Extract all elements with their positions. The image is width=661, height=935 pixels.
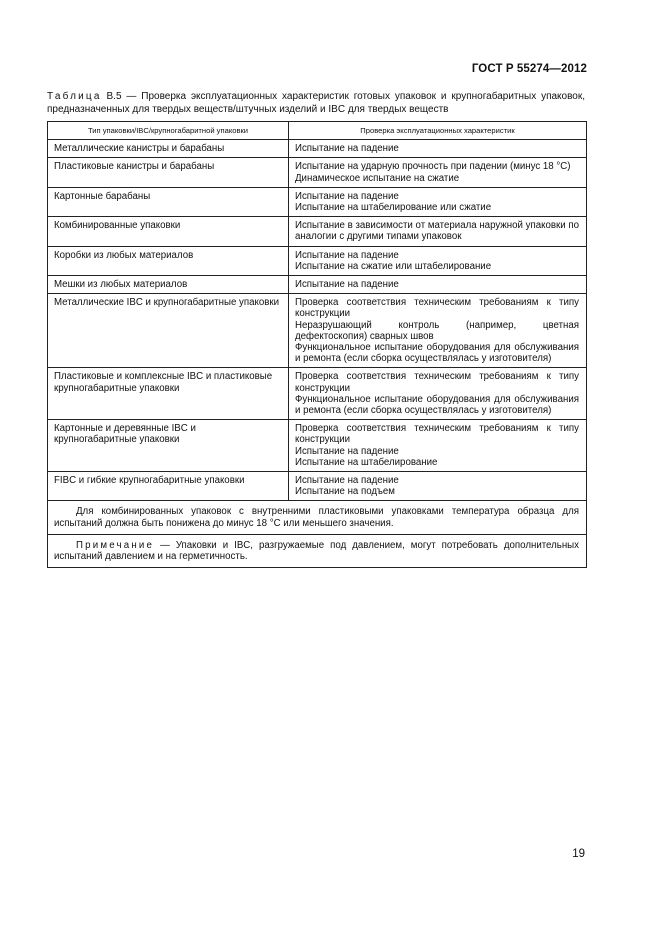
test-line: Испытание на падение [295,279,399,291]
table-row [48,246,587,275]
table-row [48,420,587,472]
packaging-type-cell: Пластиковые и комплексные IBC и пластиковые крупногабаритные упаковки [48,368,289,420]
note-row [48,534,587,567]
table-header-row [48,122,587,140]
packaging-type-cell: Картонные и деревянные IBC и крупногабаритные упаковки [48,420,289,472]
test-line: Испытание на падение [295,143,399,155]
test-line: Проверка соответствия техническим требованиям к типу конструкции [295,371,579,394]
test-line: Функциональное испытание оборудования для обслуживания и ремонта (если сборка осуществлялась у изготовителя) [295,342,579,365]
tests-cell [289,294,587,368]
test-line: Функциональное испытание оборудования для обслуживания и ремонта (если сборка осуществлялась у изготовителя) [295,393,579,417]
test-line: Динамическое испытание на сжатие [295,172,460,184]
caption-number: В.5 [106,91,122,102]
table-row [48,472,587,501]
note-text: — Упаковки и IBC, разгружаемые под давлением, могут потребовать дополнительных испытаний давлением и на герметичность. [54,539,579,563]
note-label: Примечание [76,539,155,551]
tests-cell [289,246,587,275]
test-line: Неразрушающий контроль (например, цветная дефектоскопия) сварных швов [295,319,579,342]
test-line: Испытание на падение [295,249,399,261]
table-caption [47,91,585,116]
packaging-type-cell: Мешки из любых материалов [48,276,289,294]
test-line: Испытание на штабелирование или сжатие [295,202,492,214]
table-row [48,294,587,368]
test-line: Испытание в зависимости от материала наружной упаковки по аналогии с другими типами упаковок [295,220,579,243]
footnote-row [48,501,587,534]
packaging-type-cell: Металлические IBC и крупногабаритные упаковки [48,294,289,368]
tests-cell [289,420,587,472]
performance-tests-table [47,121,587,568]
packaging-type-cell: Металлические канистры и барабаны [48,140,289,158]
test-line: Испытание на сжатие или штабелирование [295,260,492,272]
tests-cell [289,368,587,420]
footnote-cell [48,501,587,534]
tests-cell [289,217,587,246]
tests-cell [289,158,587,187]
test-line: Проверка соответствия техническим требованиям к типу конструкции [295,423,579,446]
test-line: Проверка соответствия техническим требованиям к типу конструкции [295,297,579,320]
table-row [48,140,587,158]
standard-code: ГОСТ Р 55274—2012 [471,63,587,75]
packaging-type-cell: Картонные барабаны [48,187,289,216]
footnote-text: Для комбинированных упаковок с внутренними пластиковыми упаковками температура образца для испытаний должна быть понижена до минус 18 °С или меньшего значения. [54,506,579,529]
caption-label: Таблица [47,91,102,102]
note-cell [48,534,587,567]
test-line: Испытание на штабелирование [295,456,438,468]
table-row [48,217,587,246]
page-number: 19 [572,848,585,860]
test-line: Испытание на ударную прочность при падении (минус 18 °С) [295,161,571,173]
tests-cell [289,472,587,501]
packaging-type-cell: Пластиковые канистры и барабаны [48,158,289,187]
packaging-type-cell: FIBC и гибкие крупногабаритные упаковки [48,472,289,501]
table-row [48,368,587,420]
tests-cell [289,140,587,158]
test-line: Испытание на падение [295,475,399,487]
caption-text: — Проверка эксплуатационных характеристик готовых упаковок и крупногабаритных упаковок, предназначенных для твердых веществ/штучных изделий и IBC для твердых веществ [47,91,586,115]
tests-cell [289,187,587,216]
column-header-type: Тип упаковки/IBC/крупногабаритной упаковки [48,122,289,140]
tests-cell [289,276,587,294]
note-paragraph [54,540,579,562]
table-row [48,158,587,187]
test-line: Испытание на падение [295,445,399,457]
packaging-type-cell: Комбинированные упаковки [48,217,289,246]
column-header-tests: Проверка эксплуатационных характеристик [289,122,587,140]
test-line: Испытание на падение [295,190,399,202]
table-row [48,187,587,216]
table-row [48,276,587,294]
test-line: Испытание на подъем [295,486,395,498]
packaging-type-cell: Коробки из любых материалов [48,246,289,275]
